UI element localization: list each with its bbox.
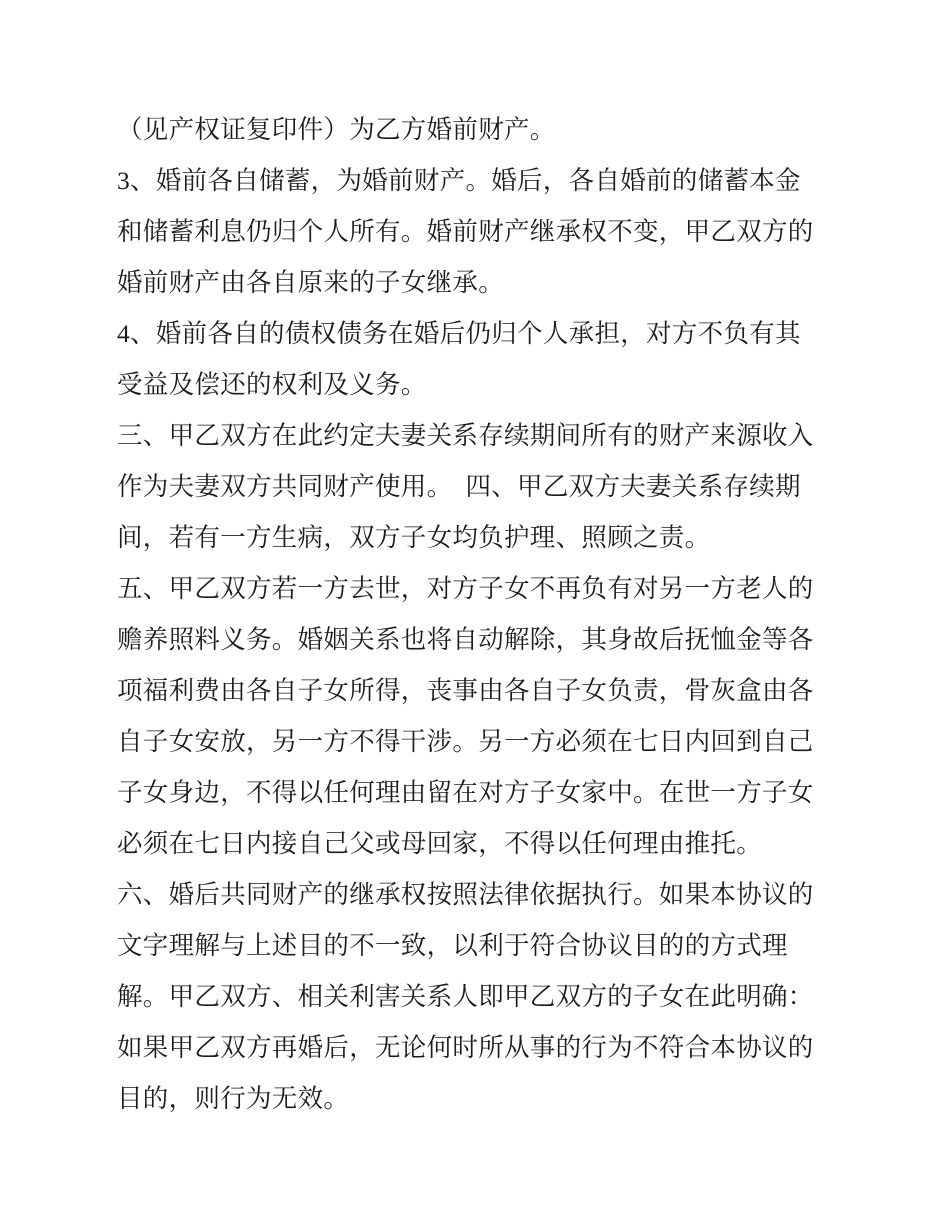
- document-line: 子女身边，不得以任何理由留在对方子女家中。在世一方子女: [117, 778, 814, 807]
- document-line: 如果甲乙双方再婚后，无论何时所从事的行为不符合本协议的: [117, 1033, 814, 1062]
- document-line: 必须在七日内接自己父或母回家，不得以任何理由推托。: [117, 829, 763, 858]
- document-line: 3、婚前各自储蓄，为婚前财产。婚后，各自婚前的储蓄本金: [117, 166, 801, 195]
- document-line: 项福利费由各自子女所得，丧事由各自子女负责，骨灰盒由各: [117, 676, 814, 705]
- document-line: 自子女安放，另一方不得干涉。另一方必须在七日内回到自己: [117, 727, 814, 756]
- document-line: 受益及偿还的权利及义务。: [117, 370, 427, 399]
- document-line: （见产权证复印件）为乙方婚前财产。: [117, 115, 556, 144]
- document-line: 目的，则行为无效。: [117, 1084, 350, 1113]
- document-line: 和储蓄利息仍归个人所有。婚前财产继承权不变，甲乙双方的: [117, 217, 814, 246]
- document-line: 赡养照料义务。婚姻关系也将自动解除，其身故后抚恤金等各: [117, 625, 814, 654]
- document-line: 三、甲乙双方在此约定夫妻关系存续期间所有的财产来源收入: [117, 421, 814, 450]
- document-line: 4、婚前各自的债权债务在婚后仍归个人承担，对方不负有其: [117, 319, 801, 348]
- document-line: 间，若有一方生病，双方子女均负护理、照顾之责。: [117, 523, 711, 552]
- document-line: 解。甲乙双方、相关利害关系人即甲乙双方的子女在此明确：: [117, 982, 814, 1011]
- document-line: 作为夫妻双方共同财产使用。 四、甲乙双方夫妻关系存续期: [117, 472, 801, 501]
- document-line: 五、甲乙双方若一方去世，对方子女不再负有对另一方老人的: [117, 574, 814, 603]
- document-text-block: [117, 104, 841, 1124]
- document-line: 婚前财产由各自原来的子女继承。: [117, 268, 505, 297]
- document-line: 文字理解与上述目的不一致，以利于符合协议目的的方式理: [117, 931, 788, 960]
- document-line: 六、婚后共同财产的继承权按照法律依据执行。如果本协议的: [117, 880, 814, 909]
